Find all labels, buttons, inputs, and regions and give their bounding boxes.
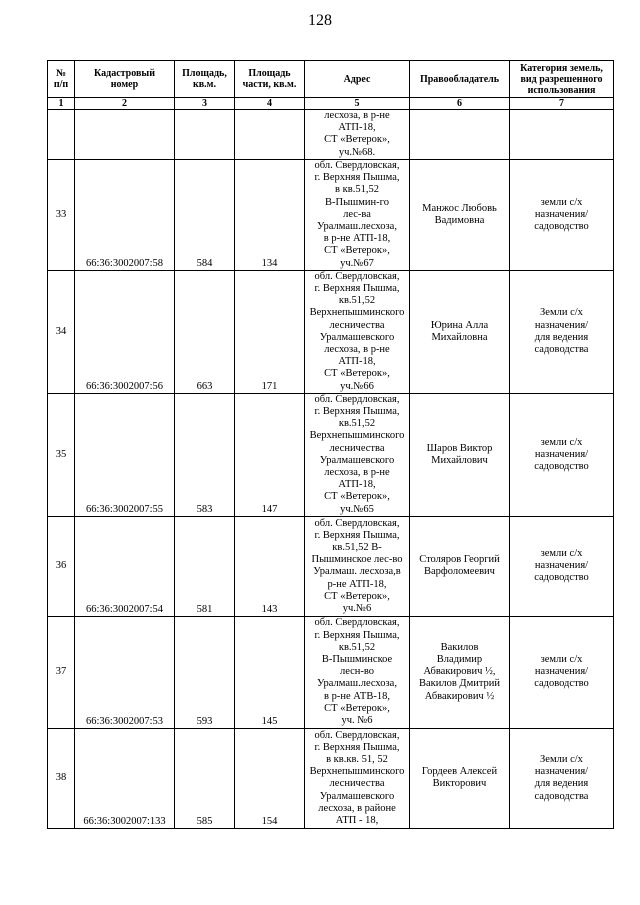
row-number: 33 — [48, 159, 75, 270]
cadastral-number: 66:36:3002007:56 — [75, 270, 175, 393]
row-number: 37 — [48, 616, 75, 728]
part-area-value: 143 — [235, 516, 305, 616]
column-number: 5 — [305, 98, 410, 110]
column-number: 3 — [175, 98, 235, 110]
column-number-row — [48, 98, 614, 110]
address-cell-line: г. Верхняя Пышма, — [314, 172, 400, 184]
address-cell-line: лесхоза, в р-не — [324, 344, 390, 356]
cadastral-number: 66:36:3002007:55 — [75, 393, 175, 516]
column-header-line: Правообладатель — [419, 73, 500, 85]
address-cell-line: АТП-18, — [338, 479, 376, 491]
category-cell-line: садоводства — [534, 344, 589, 356]
address-cell-line: обл. Свердловская, — [314, 729, 400, 741]
address-cell-line: обл. Свердловская, — [314, 270, 400, 282]
owner-cell-line: Вадимовна — [434, 214, 485, 226]
header-row — [48, 61, 614, 98]
category-cell — [510, 270, 614, 393]
row-number: 38 — [48, 728, 75, 828]
category-cell-line: земли с/х — [540, 548, 583, 560]
column-header-line: п/п — [53, 79, 69, 90]
owner-cell — [410, 393, 510, 516]
address-cell-line: кв.51,52 — [338, 295, 376, 307]
table-body — [48, 110, 614, 829]
area-value: 581 — [175, 516, 235, 616]
owner-cell-line: Шаров Виктор — [426, 442, 493, 454]
address-cell-line: лесхоза, в р-не — [324, 110, 390, 121]
table-row — [48, 270, 614, 393]
part-area-value: 171 — [235, 270, 305, 393]
owner-cell-line: Абвакирович ½ — [424, 690, 495, 702]
category-cell-line: назначения/ — [534, 766, 589, 778]
address-cell-line: в р-не АТП-18, — [323, 233, 391, 245]
owner-cell — [410, 616, 510, 728]
column-header — [75, 61, 175, 98]
area-value — [175, 110, 235, 160]
address-cell-line: г. Верхняя Пышма, — [314, 529, 400, 541]
category-cell — [510, 728, 614, 828]
address-cell-line: в кв.кв. 51, 52 — [326, 753, 388, 765]
owner-cell-line: Вакилов Дмитрий — [418, 678, 501, 690]
address-cell — [305, 110, 410, 160]
category-cell-line: садоводства — [534, 790, 589, 802]
column-number: 7 — [510, 98, 614, 110]
category-cell-line: садоводство — [534, 678, 589, 690]
owner-cell-line: Юрина Алла — [430, 319, 489, 331]
address-cell-line: СТ «Ветерок», — [324, 245, 390, 257]
column-header-line: вид разрешенного — [520, 73, 603, 85]
table-row — [48, 159, 614, 270]
address-cell-line: уч. №6 — [341, 715, 373, 727]
cadastral-number: 66:36:3002007:54 — [75, 516, 175, 616]
address-cell-line: Уралмашевского — [319, 790, 395, 802]
address-cell-line: кв.51,52 — [338, 641, 376, 653]
category-cell-line: садоводство — [534, 460, 589, 472]
address-cell-line: уч.№67 — [340, 257, 374, 269]
address-cell-line: СТ «Ветерок», — [324, 368, 390, 380]
owner-cell-line: Михайлович — [431, 454, 488, 466]
column-number: 6 — [410, 98, 510, 110]
address-cell-line: СТ «Ветерок», — [324, 491, 390, 503]
owner-cell-line: Манжос Любовь — [422, 202, 497, 214]
column-header-line: Площадь — [248, 68, 291, 79]
area-value: 663 — [175, 270, 235, 393]
column-header-line: номер — [110, 79, 139, 90]
area-value: 585 — [175, 728, 235, 828]
address-cell-line: Верхнепышминского — [309, 430, 405, 442]
column-header-line: Площадь, — [182, 68, 227, 79]
part-area-value: 147 — [235, 393, 305, 516]
category-cell-line: садоводство — [534, 220, 589, 232]
address-cell-line: уч.№68. — [338, 146, 376, 158]
category-cell-line: земли с/х — [540, 196, 583, 208]
owner-cell-line: Гордеев Алексей — [421, 766, 498, 778]
owner-cell — [410, 159, 510, 270]
land-register-table — [47, 60, 614, 829]
address-cell — [305, 516, 410, 616]
table-row — [48, 110, 614, 160]
owner-cell — [410, 110, 510, 160]
row-number: 36 — [48, 516, 75, 616]
address-cell-line: Уралмаш.лесхоза, — [317, 678, 397, 690]
column-number: 1 — [48, 98, 75, 110]
column-header-line: № — [55, 68, 67, 79]
address-cell-line: В-Пышмин-го — [325, 196, 389, 208]
owner-cell-line: Вакилов — [440, 641, 479, 653]
address-cell-line: Уралмаш.лесхоза, — [317, 220, 397, 232]
address-cell-line: обл. Свердловская, — [314, 393, 400, 405]
address-cell-line: уч.№66 — [340, 380, 374, 392]
address-cell-line: АТП-18, — [338, 356, 376, 368]
cadastral-number — [75, 110, 175, 160]
part-area-value: 134 — [235, 159, 305, 270]
part-area-value: 145 — [235, 616, 305, 728]
address-cell-line: СТ «Ветерок», — [324, 590, 390, 602]
column-number: 4 — [235, 98, 305, 110]
category-cell-line: Земли с/х — [540, 307, 583, 319]
column-number: 2 — [75, 98, 175, 110]
category-cell-line: назначения/ — [534, 208, 589, 220]
address-cell-line: кв.51,52 В- — [332, 541, 382, 553]
part-area-value: 154 — [235, 728, 305, 828]
address-cell-line: обл. Свердловская, — [314, 617, 400, 629]
address-cell-line: г. Верхняя Пышма, — [314, 406, 400, 418]
owner-cell-line: Столяров Георгий — [419, 554, 500, 566]
area-value: 583 — [175, 393, 235, 516]
category-cell — [510, 516, 614, 616]
table-row — [48, 393, 614, 516]
column-header — [48, 61, 75, 98]
category-cell — [510, 110, 614, 160]
address-cell-line: АТП-18, — [338, 122, 376, 134]
owner-cell — [410, 270, 510, 393]
column-header-line: использования — [527, 84, 596, 96]
address-cell-line: СТ «Ветерок», — [324, 134, 390, 146]
category-cell-line: Земли с/х — [540, 753, 583, 765]
table-row — [48, 516, 614, 616]
address-cell-line: обл. Свердловская, — [314, 159, 400, 171]
cadastral-number: 66:36:3002007:133 — [75, 728, 175, 828]
column-header — [305, 61, 410, 98]
address-cell-line: г. Верхняя Пышма, — [314, 741, 400, 753]
row-number: 35 — [48, 393, 75, 516]
address-cell-line: Уралмаш. лесхоза,в — [313, 566, 401, 578]
owner-cell-line: Викторович — [432, 778, 487, 790]
address-cell-line: лесхоза, в районе — [318, 802, 396, 814]
address-cell-line: лесхоза, в р-не — [324, 467, 390, 479]
area-value: 593 — [175, 616, 235, 728]
address-cell-line: уч.№65 — [340, 503, 374, 515]
column-header — [235, 61, 305, 98]
address-cell-line: кв.51,52 — [338, 418, 376, 430]
address-cell-line: обл. Свердловская, — [314, 517, 400, 529]
owner-cell-line: Михайловна — [431, 331, 488, 343]
address-cell — [305, 159, 410, 270]
category-cell-line: назначения/ — [534, 448, 589, 460]
column-header-line: кв.м. — [193, 79, 216, 90]
address-cell-line: лесничества — [329, 319, 385, 331]
row-number: 34 — [48, 270, 75, 393]
address-cell-line: лес-ва — [343, 208, 371, 220]
address-cell-line: в кв.51,52 — [335, 184, 379, 196]
address-cell-line: р-не АТП-18, — [327, 578, 387, 590]
address-cell — [305, 728, 410, 828]
part-area-value — [235, 110, 305, 160]
address-cell-line: Пышминское лес-во — [311, 554, 403, 566]
category-cell-line: для ведения — [534, 778, 589, 790]
address-cell-line: лесн-во — [339, 666, 375, 678]
address-cell — [305, 393, 410, 516]
address-cell-line: Верхнепышминского — [309, 307, 405, 319]
address-cell-line: СТ «Ветерок», — [324, 702, 390, 714]
owner-cell-line: Варфоломеевич — [424, 566, 495, 578]
category-cell-line: назначения/ — [534, 319, 589, 331]
category-cell-line: для ведения — [534, 331, 589, 343]
column-header-line: Кадастровый — [94, 68, 155, 79]
category-cell-line: назначения/ — [534, 560, 589, 572]
address-cell-line: АТП - 18, — [335, 814, 379, 826]
cadastral-number: 66:36:3002007:53 — [75, 616, 175, 728]
category-cell-line: земли с/х — [540, 654, 583, 666]
owner-cell — [410, 728, 510, 828]
owner-cell-line: Владимир — [436, 654, 483, 666]
category-cell — [510, 159, 614, 270]
category-cell — [510, 616, 614, 728]
address-cell-line: лесничества — [329, 442, 385, 454]
address-cell — [305, 616, 410, 728]
column-header — [510, 61, 614, 98]
area-value: 584 — [175, 159, 235, 270]
category-cell-line: назначения/ — [534, 666, 589, 678]
column-header — [175, 61, 235, 98]
address-cell-line: г. Верхняя Пышма, — [314, 629, 400, 641]
table-row — [48, 728, 614, 828]
address-cell-line: Верхнепышминского — [309, 766, 405, 778]
row-number — [48, 110, 75, 160]
table-row — [48, 616, 614, 728]
column-header-line: части, кв.м. — [242, 79, 297, 90]
address-cell-line: уч.№6 — [342, 602, 372, 614]
column-header — [410, 61, 510, 98]
page-number: 128 — [308, 12, 332, 29]
column-header-line: Адрес — [343, 73, 371, 85]
category-cell-line: садоводство — [534, 572, 589, 584]
owner-cell — [410, 516, 510, 616]
owner-cell-line: Абвакирович ½, — [423, 666, 496, 678]
address-cell-line: в р-не АТВ-18, — [324, 690, 390, 702]
address-cell-line: Уралмашевского — [319, 331, 395, 343]
address-cell-line: Уралмашевского — [319, 454, 395, 466]
address-cell — [305, 270, 410, 393]
column-header-line: Категория земель, — [520, 62, 603, 74]
address-cell-line: лесничества — [329, 778, 385, 790]
address-cell-line: г. Верхняя Пышма, — [314, 283, 400, 295]
address-cell-line: В-Пышминское — [321, 654, 393, 666]
cadastral-number: 66:36:3002007:58 — [75, 159, 175, 270]
category-cell-line: земли с/х — [540, 436, 583, 448]
category-cell — [510, 393, 614, 516]
